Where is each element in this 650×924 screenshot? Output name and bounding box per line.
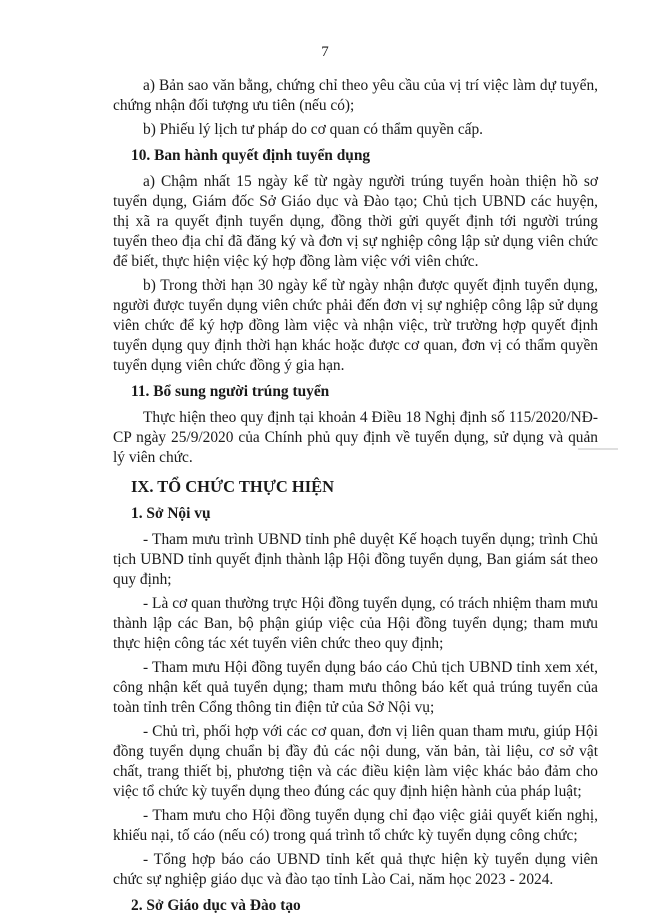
section-heading: 11. Bổ sung người trúng tuyển [131,383,330,400]
paragraph: b) Phiếu lý lịch tư pháp do cơ quan có thẩm quyền cấp. [143,121,484,138]
paragraph: a) Bản sao văn bằng, chứng chỉ theo yêu cầu của vị trí việc làm dự tuyển, chứng nhận đối tượng ưu tiên (nếu có); [113,77,598,114]
page-number: 7 [321,44,329,60]
paragraph: b) Trong thời hạn 30 ngày kể từ ngày nhận được quyết định tuyển dụng, người được tuyển dụng viên chức phải đến đơn vị sự nghiệp công lập sử dụng viên chức để ký hợp đồng làm việc và nhận việc, trừ trường hợp quyết định tuyển dụng quy định thời hạn khác hoặc được cơ quan, đơn vị có thẩm quyền tuyển dụng viên chức đồng ý gia hạn. [113,277,598,374]
document-body [113,76,598,922]
paragraph: Thực hiện theo quy định tại khoản 4 Điều 18 Nghị định số 115/2020/NĐ-CP ngày 25/9/2020 của Chính phủ quy định về tuyển dụng, sử dụng và quản lý viên chức. [113,409,598,466]
paragraph: - Tham mưu trình UBND tỉnh phê duyệt Kế hoạch tuyển dụng; trình Chủ tịch UBND tỉnh quyết định thành lập Hội đồng tuyển dụng, Ban giám sát theo quy định; [113,531,598,588]
scan-mark [578,448,618,450]
paragraph: - Là cơ quan thường trực Hội đồng tuyển dụng, có trách nhiệm tham mưu thành lập các Ban, bộ phận giúp việc của Hội đồng tuyển dụng; tham mưu thực hiện công tác xét tuyển viên chức theo quy định; [113,595,598,652]
section-heading: 2. Sở Giáo dục và Đào tạo [131,897,301,914]
section-heading: 10. Ban hành quyết định tuyển dụng [131,147,371,164]
chapter-heading: IX. TỔ CHỨC THỰC HIỆN [131,477,335,496]
paragraph: - Tham mưu cho Hội đồng tuyển dụng chỉ đạo việc giải quyết kiến nghị, khiếu nại, tố cáo (nếu có) trong quá trình tổ chức kỳ tuyển dụng công chức; [113,807,598,844]
paragraph: - Chủ trì, phối hợp với các cơ quan, đơn vị liên quan tham mưu, giúp Hội đồng tuyển dụng chuẩn bị đầy đủ các nội dung, văn bản, tài liệu, cơ sở vật chất, trang thiết bị, phương tiện và các điều kiện làm việc khác bảo đảm cho việc tổ chức kỳ tuyển dụng theo đúng các quy định hiện hành của pháp luật; [113,723,598,800]
section-heading: 1. Sở Nội vụ [131,505,211,522]
paragraph: - Tham mưu Hội đồng tuyển dụng báo cáo Chủ tịch UBND tỉnh xem xét, công nhận kết quả tuyển dụng; tham mưu thông báo kết quả trúng tuyển của toàn tỉnh trên Cổng thông tin điện tử của Sở Nội vụ; [113,659,598,716]
paragraph: a) Chậm nhất 15 ngày kể từ ngày người trúng tuyển hoàn thiện hồ sơ tuyển dụng, Giám đốc Sở Giáo dục và Đào tạo; Chủ tịch UBND các huyện, thị xã ra quyết định tuyển dụng, đồng thời gửi quyết định tới người trúng tuyển theo địa chỉ đã đăng ký và đơn vị sự nghiệp công lập sử dụng viên chức để biết, thực hiện việc ký hợp đồng làm việc với viên chức. [113,173,598,270]
paragraph: - Tổng hợp báo cáo UBND tỉnh kết quả thực hiện kỳ tuyển dụng viên chức sự nghiệp giáo dục và đào tạo tỉnh Lào Cai, năm học 2023 - 2024. [113,851,598,888]
